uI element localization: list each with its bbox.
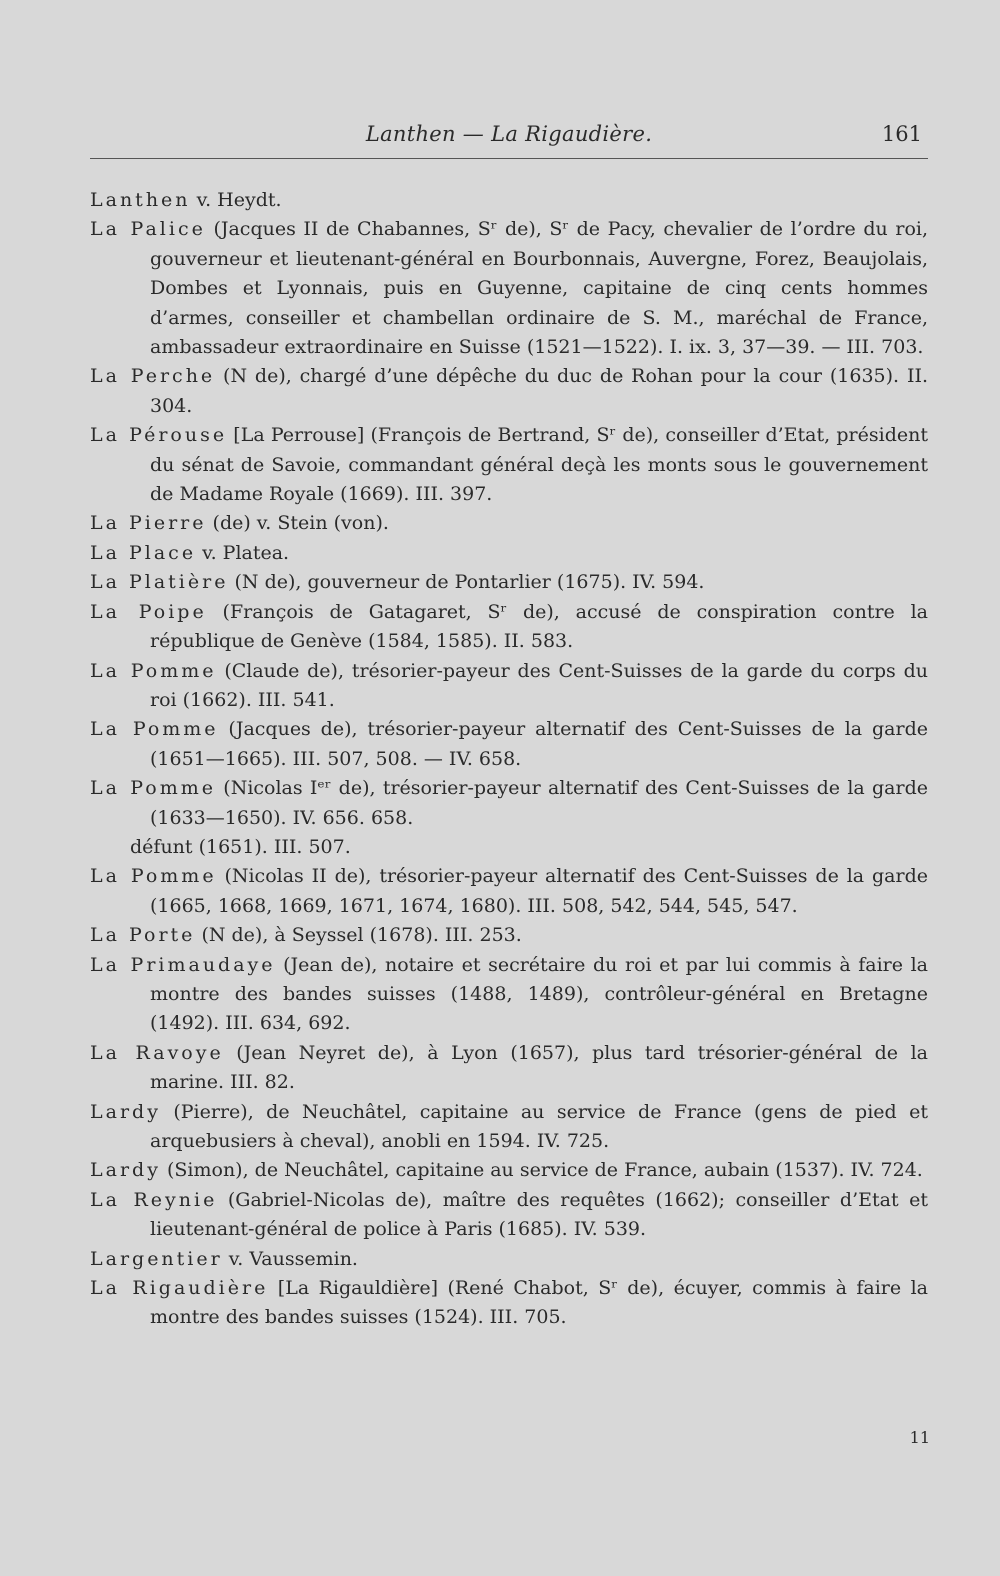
index-entry <box>90 774 928 833</box>
entry-headword: La Pomme <box>90 659 217 682</box>
page-number: 161 <box>881 122 922 146</box>
entry-text: (Pierre), de Neuchâtel, capitaine au service de France (gens de pied et arquebusiers à cheval), anobli en 1594. IV. 725. <box>150 1100 928 1152</box>
index-entry <box>90 509 928 538</box>
index-entry <box>90 598 928 657</box>
entry-headword: La Pomme <box>90 718 219 741</box>
page-header <box>90 122 928 158</box>
entry-headword: La Primaudaye <box>90 953 276 976</box>
index-entry <box>90 1186 928 1245</box>
index-entry <box>90 568 928 597</box>
entry-headword: La Porte <box>90 924 196 947</box>
entry-text: (Gabriel-Nicolas de), maître des requêtes (1662); conseiller d’Etat et lieutenant-général de police à Paris (1685). IV. 539. <box>150 1188 928 1241</box>
entry-headword: Lardy <box>90 1100 161 1123</box>
entry-text: v. Vaussemin. <box>222 1247 358 1270</box>
index-entry <box>90 186 928 215</box>
entry-text: v. Platea. <box>196 541 290 564</box>
entry-headword: Lanthen <box>90 189 191 211</box>
index-entry <box>90 1039 928 1098</box>
entry-text: (Nicolas Iᵉʳ de), trésorier-payeur alternatif des Cent-Suisses de la garde (1633—1650). IV. 656. 658. <box>150 777 928 829</box>
running-title: Lanthen — La Rigaudière. <box>365 122 653 146</box>
entry-headword: La Reynie <box>90 1188 218 1211</box>
entry-headword: La Pierre <box>90 512 207 535</box>
entry-headword: La Pérouse <box>90 424 228 447</box>
entry-text: (Jean de), notaire et secrétaire du roi et par lui commis à faire la montre des bandes suisses (1488, 1489), contrôleur-général en Bretagne (1492). III. 634, 692. <box>150 953 928 1035</box>
index-entry <box>90 862 928 921</box>
index-entry <box>90 833 928 862</box>
index-entry <box>90 1274 928 1333</box>
index-entry <box>90 715 928 774</box>
index-entry <box>90 951 928 1039</box>
index-entry <box>90 1245 928 1274</box>
index-entry <box>90 362 928 421</box>
entry-headword: Lardy <box>90 1159 161 1182</box>
entry-headword: La Rigaudière <box>90 1277 269 1300</box>
index-entry <box>90 215 928 362</box>
entry-text: (Jean Neyret de), à Lyon (1657), plus tard trésorier-général de la marine. III. 82. <box>150 1041 928 1094</box>
entry-text: (Simon), de Neuchâtel, capitaine au service de France, aubain (1537). IV. 724. <box>160 1159 923 1182</box>
entry-text: (N de), gouverneur de Pontarlier (1675). IV. 594. <box>228 571 705 594</box>
entry-headword: La Perche <box>90 365 216 388</box>
entry-text: défunt (1651). III. 507. <box>130 835 351 858</box>
entry-text: v. Heydt. <box>190 189 282 211</box>
entry-headword: La Platière <box>90 571 229 594</box>
index-entry <box>90 657 928 716</box>
entry-headword: Largentier <box>90 1247 223 1270</box>
entry-text: (N de), à Seyssel (1678). III. 253. <box>195 924 522 947</box>
index-entry <box>90 921 928 950</box>
entry-text: [La Perrouse] (François de Bertrand, Sʳ de), conseiller d’Etat, président du sénat de Savoie, commandant général deçà les monts sous le gouvernement de Madame Royale (1669). III. 397. <box>150 424 928 506</box>
signature-mark: 11 <box>909 1428 930 1447</box>
index-entry <box>90 421 928 509</box>
entry-headword: La Place <box>90 541 197 564</box>
entry-text: (François de Gatagaret, Sʳ de), accusé de conspiration contre la république de Genève (1584, 1585). II. 583. <box>150 600 929 653</box>
header-rule <box>90 158 928 159</box>
entry-text: [La Rigauldière] (René Chabot, Sʳ de), écuyer, commis à faire la montre des bandes suisses (1524). III. 705. <box>150 1277 928 1329</box>
entry-text: (Jacques II de Chabannes, Sʳ de), Sʳ de Pacy, chevalier de l’ordre du roi, gouverneur et lieutenant-général en Bourbonnais, Auvergne, Forez, Beaujolais, Dombes et Lyonnais, puis en Guyenne, capitaine de cinq cents hommes d’armes, conseiller et chambellan ordinaire de S. M., maréchal de France, ambassadeur extraordinaire en Suisse (1521—1522). I. ix. 3, 37—39. — III. 703. <box>150 218 928 359</box>
entry-text: (de) v. Stein (von). <box>206 512 389 535</box>
entry-text: (N de), chargé d’une dépêche du duc de Rohan pour la cour (1635). II. 304. <box>150 365 928 417</box>
entry-headword: La Palice <box>90 218 206 241</box>
entry-text: (Jacques de), trésorier-payeur alternatif des Cent-Suisses de la garde (1651—1665). III. 507, 508. — IV. 658. <box>150 718 928 770</box>
entry-headword: La Pomme <box>90 865 217 888</box>
index-entries <box>90 186 928 1333</box>
index-entry <box>90 539 928 568</box>
entry-text: (Nicolas II de), trésorier-payeur alternatif des Cent-Suisses de la garde (1665, 1668, 1669, 1671, 1674, 1680). III. 508, 542, 544, 545, 547. <box>150 865 928 917</box>
index-entry <box>90 1156 928 1185</box>
entry-headword: La Ravoye <box>90 1041 224 1064</box>
entry-headword: La Poipe <box>90 600 207 623</box>
index-entry <box>90 1098 928 1157</box>
entry-text: (Claude de), trésorier-payeur des Cent-Suisses de la garde du corps du roi (1662). III. 541. <box>150 659 928 711</box>
entry-headword: La Pomme <box>90 777 216 800</box>
